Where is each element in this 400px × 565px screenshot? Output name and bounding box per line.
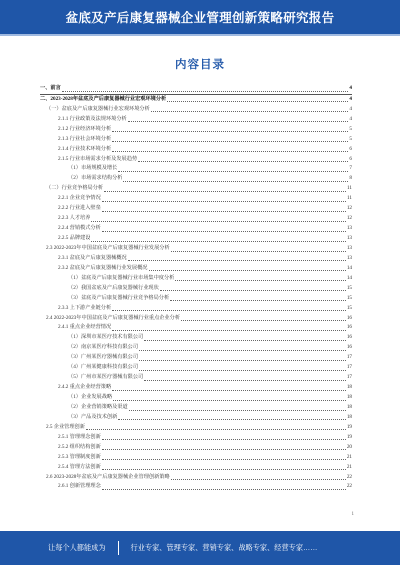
toc-entry-page: 18 — [346, 403, 352, 410]
page-number: 1 — [351, 512, 354, 517]
toc-leader-dots — [167, 101, 348, 102]
footer-bar — [0, 531, 400, 565]
toc-leader-dots — [139, 350, 346, 351]
toc-entry-page: 5 — [349, 125, 352, 132]
toc-entry-label: （1）深圳市某医疗技术有限公司 — [68, 334, 144, 341]
toc-entry[interactable] — [40, 244, 352, 254]
toc-entry-page: 17 — [346, 364, 352, 371]
toc-entry-label: （3）产品及技术创新 — [68, 413, 118, 420]
toc-entry-label: 2.1.3 行业社会环境分析 — [58, 135, 112, 142]
toc-entry[interactable] — [40, 204, 352, 214]
footer-slogan-left: 让每个人都能成为 — [48, 543, 106, 552]
toc-leader-dots — [139, 360, 346, 361]
toc-entry-page: 15 — [346, 294, 352, 301]
toc-entry-label: 2.1.1 行业政策及法规环境分析 — [58, 115, 127, 122]
toc-entry-page: 21 — [346, 453, 352, 460]
toc-entry-label: 2.5 企业管理创新 — [46, 423, 85, 430]
toc-entry[interactable] — [40, 324, 352, 334]
toc-entry[interactable] — [40, 383, 352, 393]
toc-entry-page: 21 — [346, 463, 352, 470]
toc-entry[interactable] — [40, 254, 352, 264]
toc-entry-page: 15 — [346, 284, 352, 291]
toc-entry-page: 11 — [347, 185, 352, 192]
toc-entry-page: 4 — [349, 95, 352, 102]
toc-entry-page: 7 — [349, 165, 352, 172]
toc-leader-dots — [138, 161, 348, 162]
toc-entry-label: 2.5.3 管理制度创新 — [58, 453, 101, 460]
toc-leader-dots — [139, 370, 346, 371]
toc-heading: 内容目录 — [175, 59, 225, 71]
toc-entry-label: （1）盆底及产后康复器械行业市场集中度分析 — [68, 274, 175, 281]
toc-entry-label: 2.4 2022-2023年中国盆底及产后康复器械行业重点企业分析 — [46, 314, 181, 321]
toc-leader-dots — [86, 429, 346, 430]
toc-entry-page: 17 — [346, 374, 352, 381]
toc-entry[interactable] — [40, 314, 352, 324]
toc-entry[interactable] — [40, 294, 352, 304]
toc-entry-label: （二）行业竞争格局分析 — [46, 185, 104, 192]
toc-leader-dots — [113, 400, 346, 401]
toc-leader-dots — [170, 300, 346, 301]
toc-entry-label: （2）我国盆底及产后康复器械行业现状 — [68, 284, 159, 291]
toc-entry-page: 11 — [347, 195, 352, 202]
toc-leader-dots — [129, 410, 346, 411]
toc-entry[interactable] — [40, 234, 352, 244]
toc-entry-label: 2.1.5 行业市场需求分析及发展趋势 — [58, 155, 138, 162]
toc-entry-label: 2.1.4 行业技术环境分析 — [58, 145, 112, 152]
toc-entry[interactable] — [40, 353, 352, 363]
toc-entry-page: 6 — [349, 155, 352, 162]
toc-entry-label: 2.2.1 企业竞争情况 — [58, 195, 101, 202]
toc-entry-label: 2.2.5 品牌建设 — [58, 235, 91, 242]
toc-entry-page: 4 — [349, 115, 352, 122]
toc-entry-page: 8 — [349, 175, 352, 182]
toc-entry-label: 2.3.2 盆底及产后康复器械行业发展概况 — [58, 264, 148, 271]
toc-entry[interactable] — [40, 423, 352, 433]
toc-entry[interactable] — [40, 483, 352, 493]
toc-entry[interactable] — [40, 194, 352, 204]
toc-entry[interactable] — [40, 463, 352, 473]
toc-entry-label: 2.4.1 重点企业经营情况 — [58, 324, 112, 331]
toc-entry[interactable] — [40, 284, 352, 294]
toc-leader-dots — [91, 241, 345, 242]
toc-leader-dots — [112, 390, 346, 391]
toc-leader-dots — [112, 131, 348, 132]
toc-leader-dots — [144, 380, 346, 381]
toc-entry[interactable] — [40, 145, 352, 155]
toc-entry-label: 2.2.4 营销模式分析 — [58, 225, 101, 232]
toc-entry[interactable] — [40, 363, 352, 373]
toc-entry[interactable] — [40, 393, 352, 403]
toc-leader-dots — [91, 221, 345, 222]
toc-leader-dots — [102, 459, 346, 460]
toc-entry-page: 22 — [346, 473, 352, 480]
toc-entry-label: 2.2.2 行业进入壁垒 — [58, 205, 101, 212]
toc-entry-label: 2.3.1 盆底及产后康复器械概况 — [58, 254, 127, 261]
toc-entry-page: 15 — [346, 304, 352, 311]
toc-entry[interactable] — [40, 95, 352, 105]
toc-entry[interactable] — [40, 343, 352, 353]
toc-leader-dots — [104, 191, 346, 192]
toc-entry-label: 2.3.3 上下游产业链分析 — [58, 304, 112, 311]
toc-entry-label: 2.5.1 管理理念创新 — [58, 433, 101, 440]
toc-leader-dots — [102, 449, 346, 450]
toc-entry-page: 13 — [346, 225, 352, 232]
toc-entry-page: 16 — [346, 334, 352, 341]
footer-slogan-right: 行业专家、管理专家、营销专家、战略专家、经营专家…… — [130, 543, 318, 552]
table-of-contents — [40, 84, 352, 492]
toc-entry-page: 18 — [346, 394, 352, 401]
toc-leader-dots — [102, 231, 346, 232]
toc-entry-label: （一）盆底及产后康复器械行业宏观环境分析 — [46, 105, 150, 112]
toc-entry[interactable] — [40, 433, 352, 443]
toc-entry-label: （2）市场需求结构分析 — [68, 175, 123, 182]
toc-leader-dots — [102, 211, 346, 212]
toc-entry-label: 2.5.4 管理方法创新 — [58, 463, 101, 470]
toc-entry-page: 17 — [346, 354, 352, 361]
report-header-bar — [0, 0, 400, 34]
toc-entry[interactable] — [40, 105, 352, 115]
toc-entry-label: （1）市场规模及增长 — [68, 165, 118, 172]
toc-entry-page: 13 — [346, 254, 352, 261]
toc-leader-dots — [175, 280, 345, 281]
toc-entry-label: 一、前言 — [40, 84, 61, 91]
toc-entry-label: （2）南京某医疗科技有限公司 — [68, 344, 139, 351]
toc-entry-page: 22 — [346, 483, 352, 490]
toc-entry-page: 5 — [349, 135, 352, 142]
report-title: 盆底及产后康复器械企业管理创新策略研究报告 — [65, 11, 335, 25]
toc-entry-label: 2.4.2 重点企业经营策略 — [58, 384, 112, 391]
toc-entry-label: 2.5.2 组织结构创新 — [58, 443, 101, 450]
toc-entry-page: 14 — [346, 274, 352, 281]
toc-entry[interactable] — [40, 333, 352, 343]
toc-leader-dots — [171, 251, 346, 252]
toc-entry-label: 2.3 2022-2023年中国盆底及产后康复器械行业发展分析 — [46, 244, 170, 251]
toc-entry-page: 18 — [346, 384, 352, 391]
toc-entry-page: 4 — [349, 84, 352, 91]
toc-entry-label: 2.2.3 人才培养 — [58, 215, 91, 222]
toc-entry-page: 4 — [349, 105, 352, 112]
toc-entry-page: 13 — [346, 235, 352, 242]
toc-entry[interactable] — [40, 413, 352, 423]
toc-entry[interactable] — [40, 174, 352, 184]
toc-leader-dots — [151, 111, 349, 112]
toc-entry-label: 2.6 2023-2028年盆底及产后康复器械企业管理创新策略 — [46, 473, 170, 480]
toc-entry-label: （5）广州市某医疗器械有限公司 — [68, 374, 144, 381]
toc-entry-page: 19 — [346, 433, 352, 440]
toc-leader-dots — [149, 270, 346, 271]
toc-entry-page: 20 — [346, 443, 352, 450]
toc-entry[interactable] — [40, 125, 352, 135]
toc-leader-dots — [144, 340, 346, 341]
toc-leader-dots — [112, 141, 348, 142]
toc-leader-dots — [112, 310, 346, 311]
toc-leader-dots — [181, 320, 346, 321]
toc-leader-dots — [62, 91, 349, 92]
toc-leader-dots — [112, 151, 348, 152]
toc-entry-label: （3）盆底及产后康复器械行业竞争格局分析 — [68, 294, 170, 301]
toc-entry[interactable] — [40, 304, 352, 314]
toc-leader-dots — [112, 330, 346, 331]
toc-entry[interactable] — [40, 373, 352, 383]
toc-entry-label: （3）广州某医疗器械有限公司 — [68, 354, 139, 361]
toc-entry[interactable] — [40, 224, 352, 234]
toc-entry[interactable] — [40, 84, 352, 95]
toc-entry[interactable] — [40, 135, 352, 145]
toc-entry[interactable] — [40, 184, 352, 194]
header-divider — [0, 34, 400, 36]
toc-entry-page: 19 — [346, 423, 352, 430]
toc-leader-dots — [160, 290, 346, 291]
toc-entry[interactable] — [40, 165, 352, 175]
toc-entry[interactable] — [40, 264, 352, 274]
toc-entry-page: 6 — [349, 145, 352, 152]
toc-entry[interactable] — [40, 403, 352, 413]
footer-divider — [118, 541, 119, 555]
toc-leader-dots — [118, 419, 346, 420]
toc-entry[interactable] — [40, 214, 352, 224]
toc-entry-page: 16 — [346, 314, 352, 321]
toc-entry-label: （4）广州某健康科技有限公司 — [68, 364, 139, 371]
toc-entry-page: 16 — [346, 344, 352, 351]
toc-entry[interactable] — [40, 115, 352, 125]
toc-leader-dots — [102, 489, 346, 490]
toc-entry-label: 2.6.1 创新管理理念 — [58, 483, 101, 490]
toc-leader-dots — [102, 201, 346, 202]
toc-entry-label: （1）企业发展战略 — [68, 394, 113, 401]
toc-entry-label: 2.1.2 行业经济环境分析 — [58, 125, 112, 132]
toc-entry-page: 12 — [346, 205, 352, 212]
toc-entry-page: 12 — [346, 215, 352, 222]
toc-leader-dots — [102, 439, 346, 440]
toc-entry-page: 18 — [346, 413, 352, 420]
toc-entry[interactable] — [40, 274, 352, 284]
toc-entry[interactable] — [40, 443, 352, 453]
toc-entry-page: 13 — [346, 244, 352, 251]
toc-leader-dots — [123, 181, 348, 182]
toc-entry-page: 14 — [346, 264, 352, 271]
toc-leader-dots — [128, 121, 349, 122]
toc-entry-label: 二、2023-2028年盆底及产后康复器械行业宏观环境分析 — [40, 95, 167, 102]
toc-entry[interactable] — [40, 155, 352, 165]
toc-entry[interactable] — [40, 453, 352, 463]
toc-leader-dots — [102, 469, 346, 470]
toc-leader-dots — [171, 479, 346, 480]
toc-entry-page: 16 — [346, 324, 352, 331]
toc-entry[interactable] — [40, 473, 352, 483]
toc-entry-label: （2）企业营销策略及渠道 — [68, 403, 128, 410]
toc-leader-dots — [118, 171, 348, 172]
toc-leader-dots — [128, 260, 346, 261]
